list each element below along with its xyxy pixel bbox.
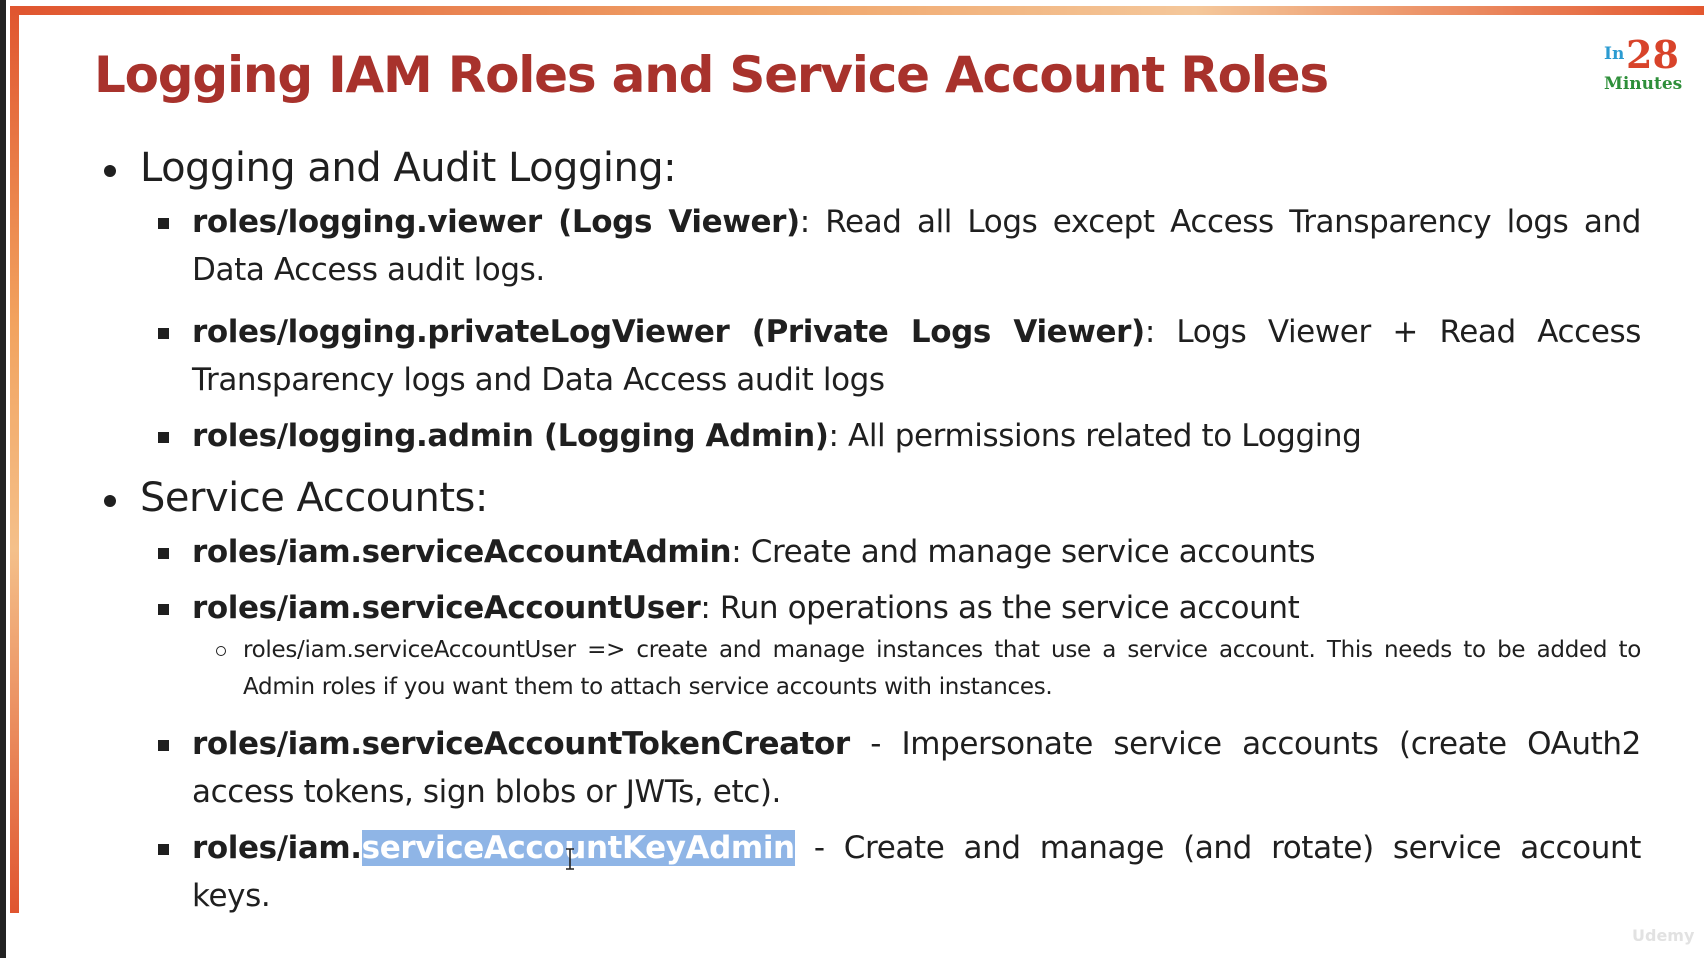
list-item (192, 824, 1641, 920)
role-description: : Read all Logs except Access Transparency logs and Data Access audit logs. (192, 204, 1641, 288)
role-name-prefix: roles/iam. (192, 830, 362, 866)
role-description: : Run operations as the service account (700, 590, 1300, 626)
role-description: : Logs Viewer + Read Access Transparency logs and Data Access audit logs (192, 314, 1641, 398)
in28minutes-logo (1598, 32, 1688, 96)
list-item (192, 308, 1641, 404)
role-name: roles/iam.serviceAccountUser (192, 590, 701, 626)
logo-prefix: In (1604, 44, 1625, 64)
section-heading-logging: Logging and Audit Logging: (96, 144, 1641, 192)
role-name: roles/logging.viewer (Logs Viewer) (192, 204, 800, 240)
role-name: roles/logging.privateLogViewer (Private Logs Viewer) (192, 314, 1145, 350)
logo-number: 28 (1626, 32, 1679, 77)
left-accent-bar (10, 6, 19, 913)
list-item (192, 584, 1641, 632)
slide-title: Logging IAM Roles and Service Account Roles (94, 46, 1328, 104)
list-item (192, 198, 1641, 294)
role-description: : Create and manage service accounts (731, 534, 1316, 570)
role-description: - Create and manage (and rotate) service account keys. (192, 830, 1641, 914)
role-name: roles/iam.serviceAccountAdmin (192, 534, 732, 570)
role-description: : All permissions related to Logging (828, 418, 1362, 454)
sub-list-item: roles/iam.serviceAccountUser => create and manage instances that use a service account. This needs to be added to Admin roles if you want them to attach service accounts with instances. (243, 632, 1641, 706)
role-name: roles/logging.admin (Logging Admin) (192, 418, 829, 454)
text-cursor-icon (564, 848, 576, 870)
udemy-watermark: Udemy (1632, 926, 1695, 945)
top-accent-bar (10, 6, 1704, 15)
selected-text[interactable]: serviceAccountKeyAdmin (361, 830, 795, 866)
role-name: roles/iam.serviceAccountTokenCreator (192, 726, 850, 762)
role-description: - Impersonate service accounts (create OAuth2 access tokens, sign blobs or JWTs, etc). (192, 726, 1641, 810)
logo-suffix: Minutes (1604, 74, 1683, 94)
section-heading-service-accounts: Service Accounts: (96, 474, 1641, 522)
list-item (192, 528, 1641, 576)
slide-content (96, 144, 1641, 920)
left-frame (0, 0, 6, 958)
list-item (192, 720, 1641, 816)
list-item (192, 412, 1641, 460)
